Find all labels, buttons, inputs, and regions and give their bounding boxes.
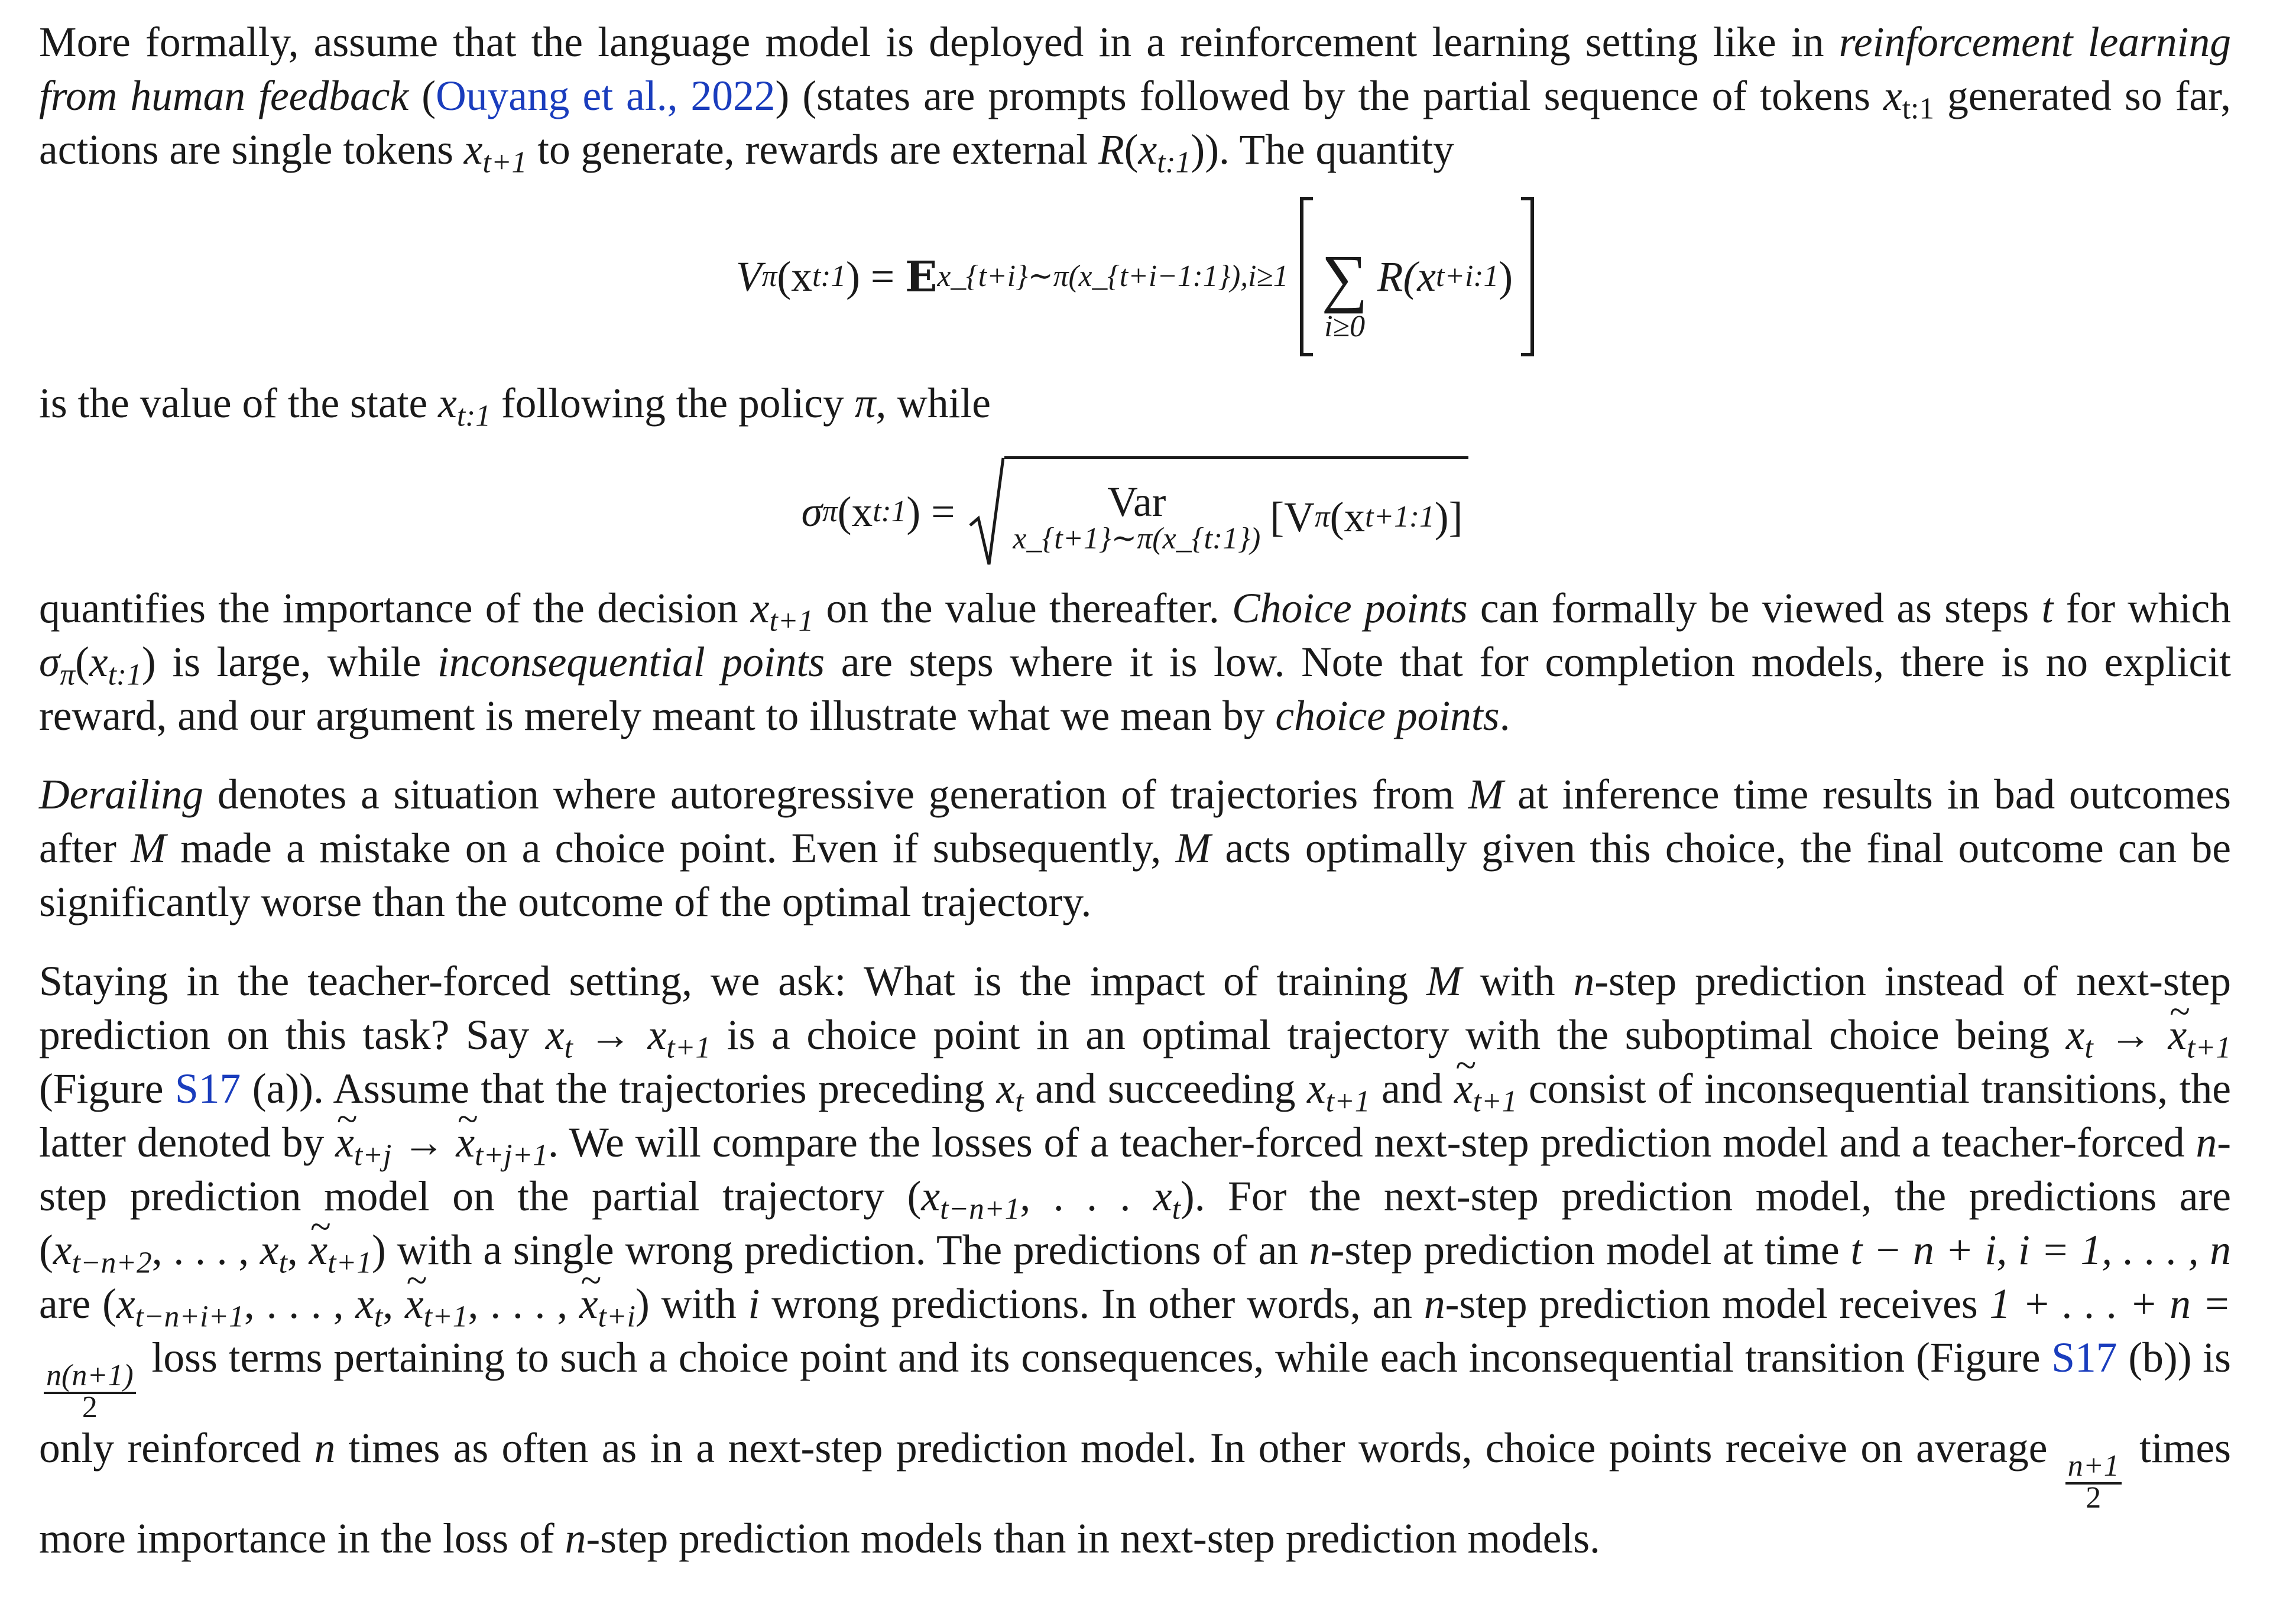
paragraph-derailing: Derailing denotes a situation where autoregressive generation of trajectories from M at inference time results in bad outcomes after M made a mistake on a choice point. Even if subsequently, M acts optimally given this choice, the final outcome can be significantly worse than the outcome of the optimal trajectory. <box>39 771 2231 925</box>
paper-page <box>39 15 2231 1565</box>
paragraph-teacher-forced: Staying in the teacher-forced setting, we ask: What is the impact of training M with n-step prediction instead of next-step prediction on this task? Say $x_t \to x_{t+1}$ is a choice point in an optimal trajectory with the suboptimal choice being $x_t$ → ~ $x_{t+1}$ (Figure S17 (a)). Assume that the trajectories preceding $x_t$ and succeeding $x_{t+1}$ and ~ $x_{t+1}$ consist of inconsequential transitions, the latter denoted by ~ $x_{t+j}$ → ~ $x_{t+j+1}$. We will compare the losses of a teacher-forced next-step prediction model and a teacher-forced n-step prediction model on the partial trajectory ($x_{t-n+1}$, . . . $x_t$). For the next-step prediction model, the predictions are ($x_{t-n+2}$, . . . , $x_t$, ~ $x_{t+1}$) with a single wrong prediction. The predictions of an n-step prediction model at time t − n + i, i = 1, . . . , n are ($x_{t-n+i+1}$, . . . , $x_t$, ~ $x_{t+1}$, . . . , ~ $x_{t+i}$) with i wrong predictions. In other words, an n-step prediction model receives 1 + . . . + n = $\frac{n(n+1)}{2}$ loss terms pertaining to such a choice point and its consequences, while each inconsequential transition (Figure S17 (b)) is only reinforced n times as often as in a next-step prediction model. In other words, choice points receive on average $\frac{n+1}{2}$ times more importance in the loss of n-step prediction models than in next-step prediction models. <box>39 954 2231 1565</box>
figure-ref-s17-b[interactable]: S17 <box>2051 1334 2117 1381</box>
rlhf-term: reinforcement learning from human feedback <box>39 19 2231 119</box>
fraction-n-n-plus-1-over-2: $\frac{n(n+1)}{2}$ <box>44 1361 136 1421</box>
variance-operator: Var x_{t+1}∼π(x_{t:1}) <box>1013 479 1261 556</box>
radical-sign-icon <box>969 456 1004 568</box>
paragraph-formal-setting: More formally, assume that the language model is deployed in a reinforcement learning setting like in reinforcement learning from human feedback (Ouyang et al., 2022) (states are prompts followed by the partial sequence of tokens $x_{t:1}$ generated so far, actions are single tokens $x_{t+1}$ to generate, rewards are external $R(x_{t:1})$). The quantity <box>39 19 2231 180</box>
citation-ouyang[interactable]: Ouyang et al., 2022 <box>436 73 776 119</box>
sum-operator: ∑ i≥0 <box>1321 242 1368 343</box>
figure-ref-s17[interactable]: S17 <box>175 1066 241 1112</box>
expectation-brackets: ∑ i≥0 R(x t+i:1 ) <box>1300 197 1534 356</box>
square-root: Var x_{t+1}∼π(x_{t:1}) [V π (x t+1:1 )] <box>969 456 1468 568</box>
equation-value-function: V π (x t:1 ) = E x_{t+i}∼π(x_{t+i−1:1}),i≥1 ∑ i≥0 R(x t+i:1 ) <box>39 177 2231 376</box>
fraction-n-plus-1-over-2: $\frac{n+1}{2}$ <box>2065 1451 2122 1512</box>
paragraph-value-state: is the value of the state $x_{t:1}$ following the policy π, while <box>39 380 991 433</box>
equation-sigma: σ π (x t:1 ) = Var x_{t+1}∼π(x_{t:1}) [V π (x t+1:1 )] <box>39 442 2231 582</box>
paragraph-choice-points: quantifies the importance of the decision $x_{t+1}$ on the value thereafter. Choice points can formally be viewed as steps t for which $\sigma_\pi(x_{t:1})$ is large, while inconsequential points are steps where it is low. Note that for completion models, there is no explicit reward, and our argument is merely meant to illustrate what we mean by choice points. <box>39 585 2232 739</box>
